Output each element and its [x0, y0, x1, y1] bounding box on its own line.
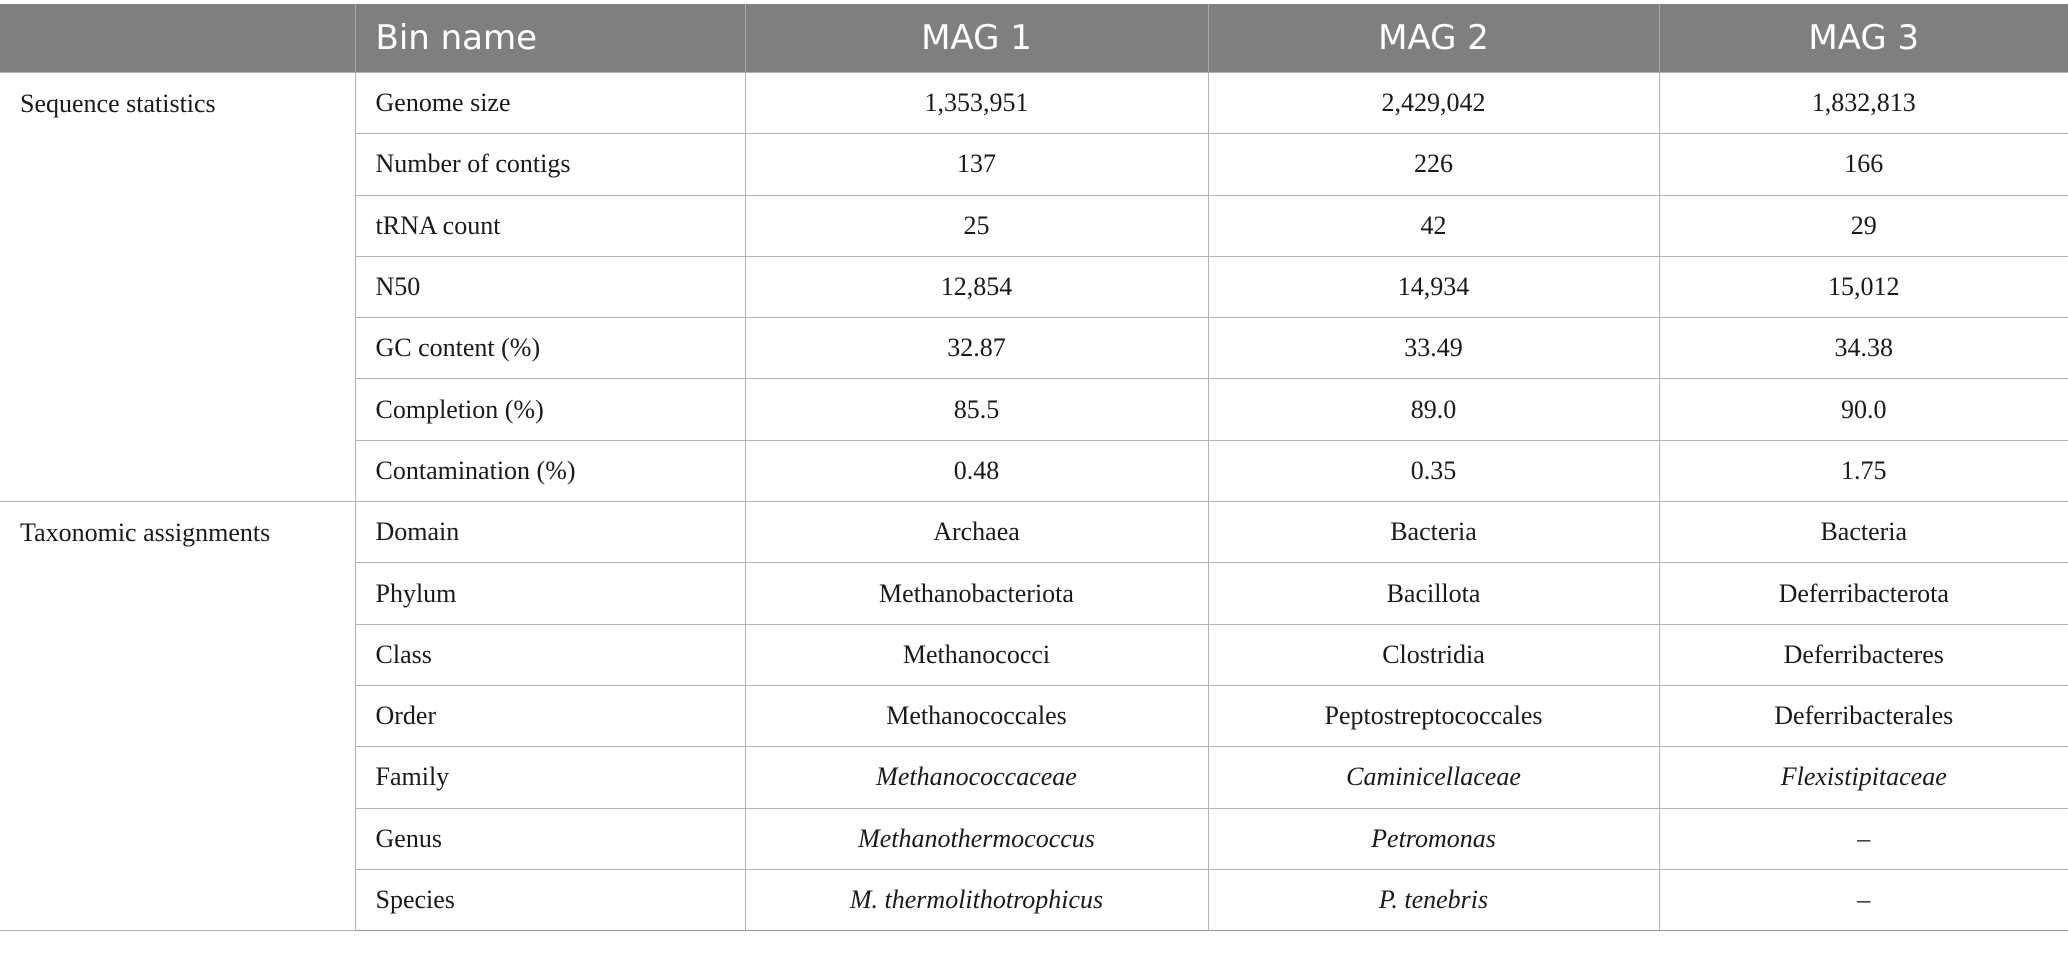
table-cell: – — [1659, 808, 2068, 869]
mag-1-header: MAG 1 — [745, 4, 1208, 73]
row-label: Completion (%) — [355, 379, 745, 440]
table-cell: 85.5 — [745, 379, 1208, 440]
table-cell: 29 — [1659, 195, 2068, 256]
table-cell: P. tenebris — [1208, 869, 1659, 930]
table-cell: Methanococci — [745, 624, 1208, 685]
row-label: Family — [355, 747, 745, 808]
table-cell: 2,429,042 — [1208, 73, 1659, 134]
row-label: Phylum — [355, 563, 745, 624]
table-cell: 89.0 — [1208, 379, 1659, 440]
row-label: Species — [355, 869, 745, 930]
row-label: Number of contigs — [355, 134, 745, 195]
mag-2-header: MAG 2 — [1208, 4, 1659, 73]
table-cell: 34.38 — [1659, 318, 2068, 379]
row-label: Order — [355, 685, 745, 746]
row-label: Genus — [355, 808, 745, 869]
table-cell: Deferribacterota — [1659, 563, 2068, 624]
table-cell: 1,353,951 — [745, 73, 1208, 134]
section-label-sequence-statistics: Sequence statistics — [0, 73, 355, 502]
row-label: tRNA count — [355, 195, 745, 256]
mag-statistics-table — [0, 4, 2068, 931]
section-label-taxonomic-assignments: Taxonomic assignments — [0, 502, 355, 931]
table-cell: 15,012 — [1659, 256, 2068, 317]
table-row — [0, 502, 2068, 563]
row-label: Genome size — [355, 73, 745, 134]
table-cell: Deferribacterales — [1659, 685, 2068, 746]
table-cell: Methanococcales — [745, 685, 1208, 746]
table-cell: 32.87 — [745, 318, 1208, 379]
table-cell: Methanococcaceae — [745, 747, 1208, 808]
row-label: Contamination (%) — [355, 440, 745, 501]
table-cell: Methanobacteriota — [745, 563, 1208, 624]
table-cell: 137 — [745, 134, 1208, 195]
table-cell: Clostridia — [1208, 624, 1659, 685]
table-cell: 166 — [1659, 134, 2068, 195]
table-cell: Archaea — [745, 502, 1208, 563]
table-cell: 33.49 — [1208, 318, 1659, 379]
table-cell: 1,832,813 — [1659, 73, 2068, 134]
table-cell: 42 — [1208, 195, 1659, 256]
table-cell: 1.75 — [1659, 440, 2068, 501]
table-cell: Methanothermococcus — [745, 808, 1208, 869]
table-cell: Bacillota — [1208, 563, 1659, 624]
table-cell: 0.48 — [745, 440, 1208, 501]
table-cell: Deferribacteres — [1659, 624, 2068, 685]
bin-name-header: Bin name — [355, 4, 745, 73]
mag-3-header: MAG 3 — [1659, 4, 2068, 73]
header-row — [0, 4, 2068, 73]
table-cell: 226 — [1208, 134, 1659, 195]
table-cell: 0.35 — [1208, 440, 1659, 501]
row-label: GC content (%) — [355, 318, 745, 379]
table-cell: 25 — [745, 195, 1208, 256]
table-cell: Flexistipitaceae — [1659, 747, 2068, 808]
table-cell: 12,854 — [745, 256, 1208, 317]
table-cell: – — [1659, 869, 2068, 930]
row-label: N50 — [355, 256, 745, 317]
table-cell: 14,934 — [1208, 256, 1659, 317]
table-cell: Petromonas — [1208, 808, 1659, 869]
table-cell: 90.0 — [1659, 379, 2068, 440]
table-cell: M. thermolithotrophicus — [745, 869, 1208, 930]
table-row — [0, 73, 2068, 134]
row-label: Domain — [355, 502, 745, 563]
table-cell: Bacteria — [1659, 502, 2068, 563]
table-cell: Caminicellaceae — [1208, 747, 1659, 808]
header-corner-cell — [0, 4, 355, 73]
table-cell: Peptostreptococcales — [1208, 685, 1659, 746]
table-cell: Bacteria — [1208, 502, 1659, 563]
row-label: Class — [355, 624, 745, 685]
